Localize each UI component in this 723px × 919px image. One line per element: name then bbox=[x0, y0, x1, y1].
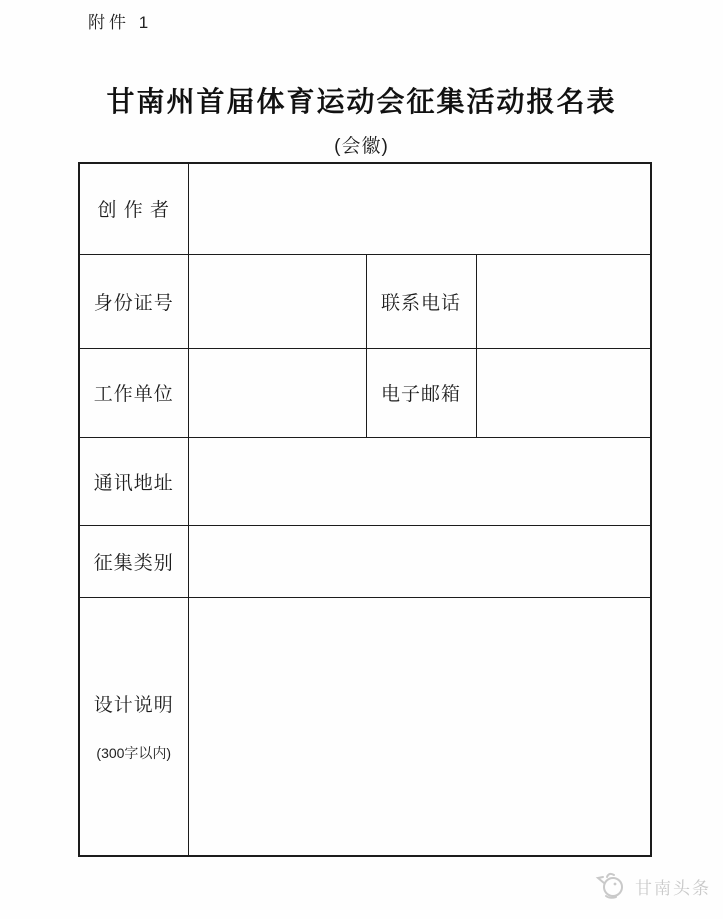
watermark bbox=[594, 869, 711, 903]
contact-phone-value-cell bbox=[476, 254, 651, 348]
category-value-cell bbox=[188, 525, 651, 597]
attachment-label: 附件 1 bbox=[88, 13, 153, 32]
work-unit-value-cell bbox=[188, 348, 366, 437]
design-notes-label-cell bbox=[79, 597, 188, 856]
table-row-creator bbox=[79, 163, 651, 254]
email-value-cell bbox=[476, 348, 651, 437]
design-notes-label: 设计说明 bbox=[93, 694, 174, 716]
id-number-label-cell: 身份证号 bbox=[79, 254, 188, 348]
table-row-category bbox=[79, 525, 651, 597]
design-notes-value-cell bbox=[188, 597, 651, 856]
creator-value-cell bbox=[188, 163, 651, 254]
watermark-text: 甘南头条 bbox=[635, 878, 711, 898]
table-row-workunit-email bbox=[79, 348, 651, 437]
contact-phone-label-cell: 联系电话 bbox=[366, 254, 476, 348]
registration-form-table bbox=[78, 162, 652, 857]
email-label-cell: 电子邮箱 bbox=[366, 348, 476, 437]
table-row-id-phone bbox=[79, 254, 651, 348]
creator-label-cell: 创 作 者 bbox=[79, 163, 188, 254]
id-number-value-cell bbox=[188, 254, 366, 348]
mailing-address-value-cell bbox=[188, 437, 651, 525]
mascot-icon bbox=[594, 869, 628, 903]
page-subtitle: (会徽) bbox=[334, 136, 389, 157]
page-title: 甘南州首届体育运动会征集活动报名表 bbox=[106, 86, 617, 117]
table-row-address bbox=[79, 437, 651, 525]
mailing-address-label-cell: 通讯地址 bbox=[79, 437, 188, 525]
category-label-cell: 征集类别 bbox=[79, 525, 188, 597]
table-row-design-notes bbox=[79, 597, 651, 856]
work-unit-label-cell: 工作单位 bbox=[79, 348, 188, 437]
design-notes-limit-note: (300字以内) bbox=[96, 744, 172, 761]
